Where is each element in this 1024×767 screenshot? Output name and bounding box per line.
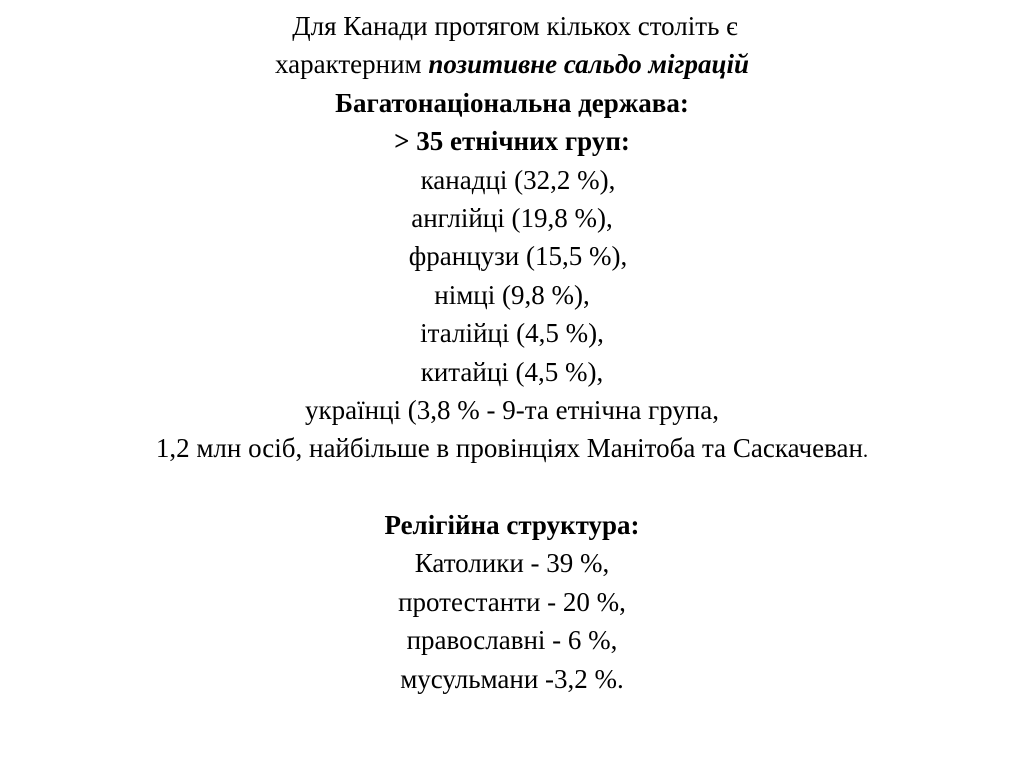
ukrainians-line-1: українці (3,8 % - 9-та етнічна група, [305,394,719,425]
intro-line-1: Для Канади протягом кількох століть є [292,11,738,41]
ukrainians-line-2-text: 1,2 млн осіб, найбільше в провінціях Манітоба та Саскачеван [155,433,863,464]
religion-heading: Релігійна структура: [384,510,640,541]
ethnic-group-item: китайці (4,5 %), [420,356,604,387]
ethnic-group-item: англійці (19,8 %), [411,202,613,233]
ethnic-heading: Багатонаціональна держава: [335,87,689,118]
religion-item: Католики - 39 %, [414,548,610,579]
intro-line-2 [0,45,1024,83]
ethnic-group-item: німці (9,8 %), [434,279,590,310]
section-spacer [0,468,1024,506]
ukrainians-line-2-period: . [862,438,869,463]
slide-content [0,7,1024,698]
religion-item: протестанти - 20 %, [398,586,626,617]
ethnic-group-item: французи (15,5 %), [408,241,628,272]
ethnic-group-item: італійці (4,5 %), [420,318,604,349]
intro-line-2-text: характерним [274,49,429,80]
ethnic-group-item: канадці (32,2 %), [420,164,616,195]
religion-item: мусульмани -3,2 %. [400,663,624,694]
religion-item: православні - 6 %, [406,625,618,656]
ukrainians-line-2 [0,429,1024,467]
ethnic-subheading: > 35 етнічних груп: [394,126,630,157]
migration-balance-emphasis: позитивне сальдо міграцій [428,49,750,80]
